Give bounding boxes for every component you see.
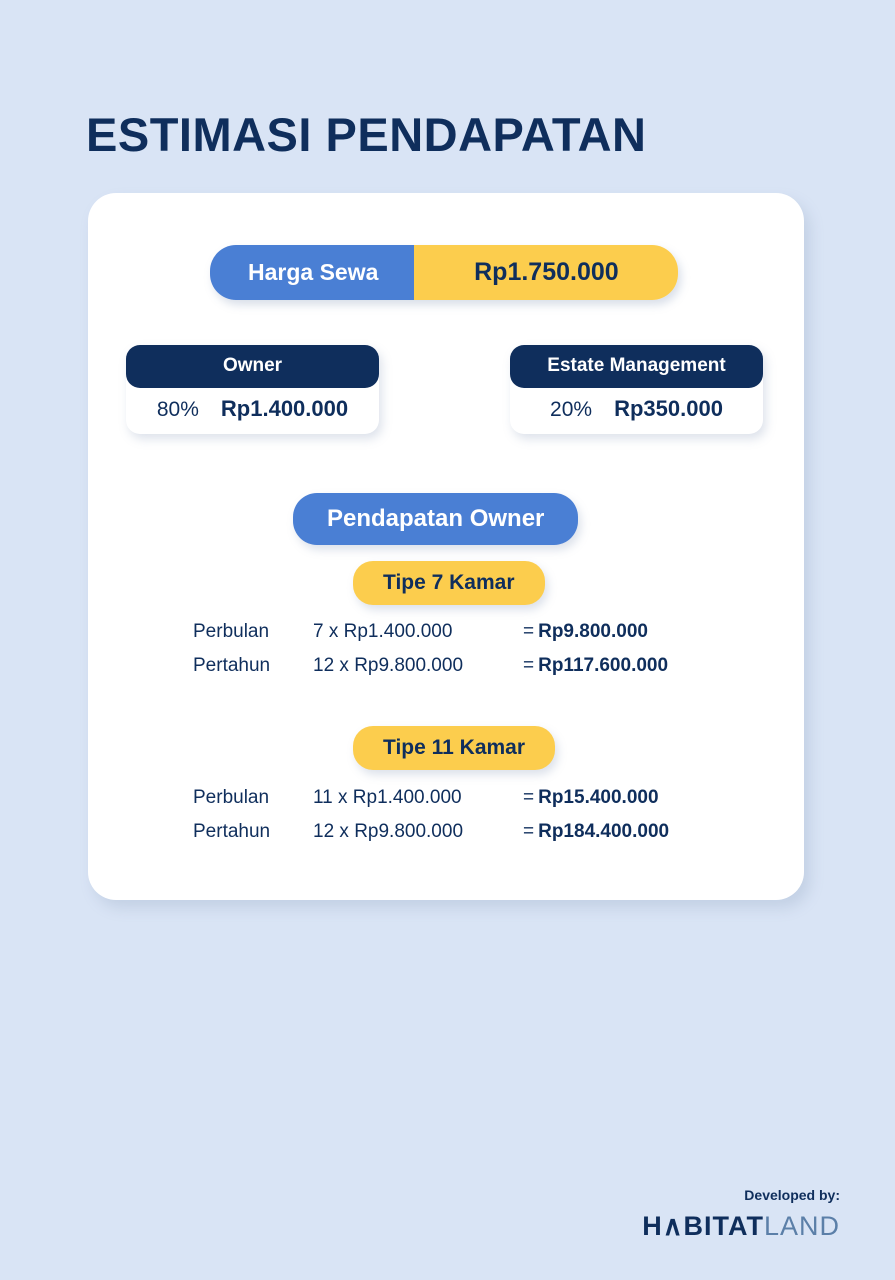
calculation: 11 x Rp1.400.000 <box>313 787 462 808</box>
estate-split-title: Estate Management <box>510 345 763 388</box>
result-value: Rp117.600.000 <box>538 655 669 676</box>
tipe-11-kamar-label: Tipe 11 Kamar <box>353 726 555 770</box>
equals-sign: = <box>523 787 535 808</box>
period-label: Perbulan <box>193 621 270 642</box>
content-card <box>88 193 804 900</box>
owner-split-title: Owner <box>126 345 379 388</box>
estate-split-percent: 20% <box>550 398 593 421</box>
period-label: Pertahun <box>193 821 271 842</box>
equals-sign: = <box>523 621 535 642</box>
brand-name-bold: H∧BITAT <box>642 1211 764 1241</box>
table-row <box>193 621 668 643</box>
footer <box>642 1187 840 1242</box>
harga-sewa-label: Harga Sewa <box>210 245 414 300</box>
page-title: ESTIMASI PENDAPATAN <box>86 108 647 162</box>
table-row <box>193 787 669 809</box>
result <box>523 621 648 643</box>
owner-split-percent: 80% <box>156 398 199 421</box>
estate-split-amount: Rp350.000 <box>614 396 723 421</box>
estate-split-body <box>510 388 763 434</box>
tipe-7-kamar-label: Tipe 7 Kamar <box>353 561 545 605</box>
equals-sign: = <box>523 655 535 676</box>
harga-sewa-row <box>210 245 678 300</box>
owner-split-body <box>126 388 379 434</box>
result-value: Rp184.400.000 <box>538 821 670 842</box>
result <box>523 821 669 843</box>
brand-logo <box>642 1211 840 1242</box>
period-label: Pertahun <box>193 655 271 676</box>
period-label: Perbulan <box>193 787 270 808</box>
table-row <box>193 655 668 677</box>
result <box>523 655 668 677</box>
result-value: Rp9.800.000 <box>538 621 648 642</box>
estate-split-box <box>510 345 763 434</box>
harga-sewa-value: Rp1.750.000 <box>414 245 678 300</box>
tipe-11-kamar-table <box>193 787 669 855</box>
table-row <box>193 821 669 843</box>
pendapatan-owner-heading: Pendapatan Owner <box>293 493 578 545</box>
brand-name-light: LAND <box>763 1211 840 1241</box>
calculation: 7 x Rp1.400.000 <box>313 621 453 642</box>
calculation: 12 x Rp9.800.000 <box>313 655 464 676</box>
calculation: 12 x Rp9.800.000 <box>313 821 464 842</box>
developed-by-label: Developed by: <box>744 1187 840 1203</box>
owner-split-box <box>126 345 379 434</box>
result <box>523 787 659 809</box>
tipe-7-kamar-table <box>193 621 668 689</box>
owner-split-amount: Rp1.400.000 <box>220 396 349 421</box>
equals-sign: = <box>523 821 535 842</box>
result-value: Rp15.400.000 <box>538 787 659 808</box>
